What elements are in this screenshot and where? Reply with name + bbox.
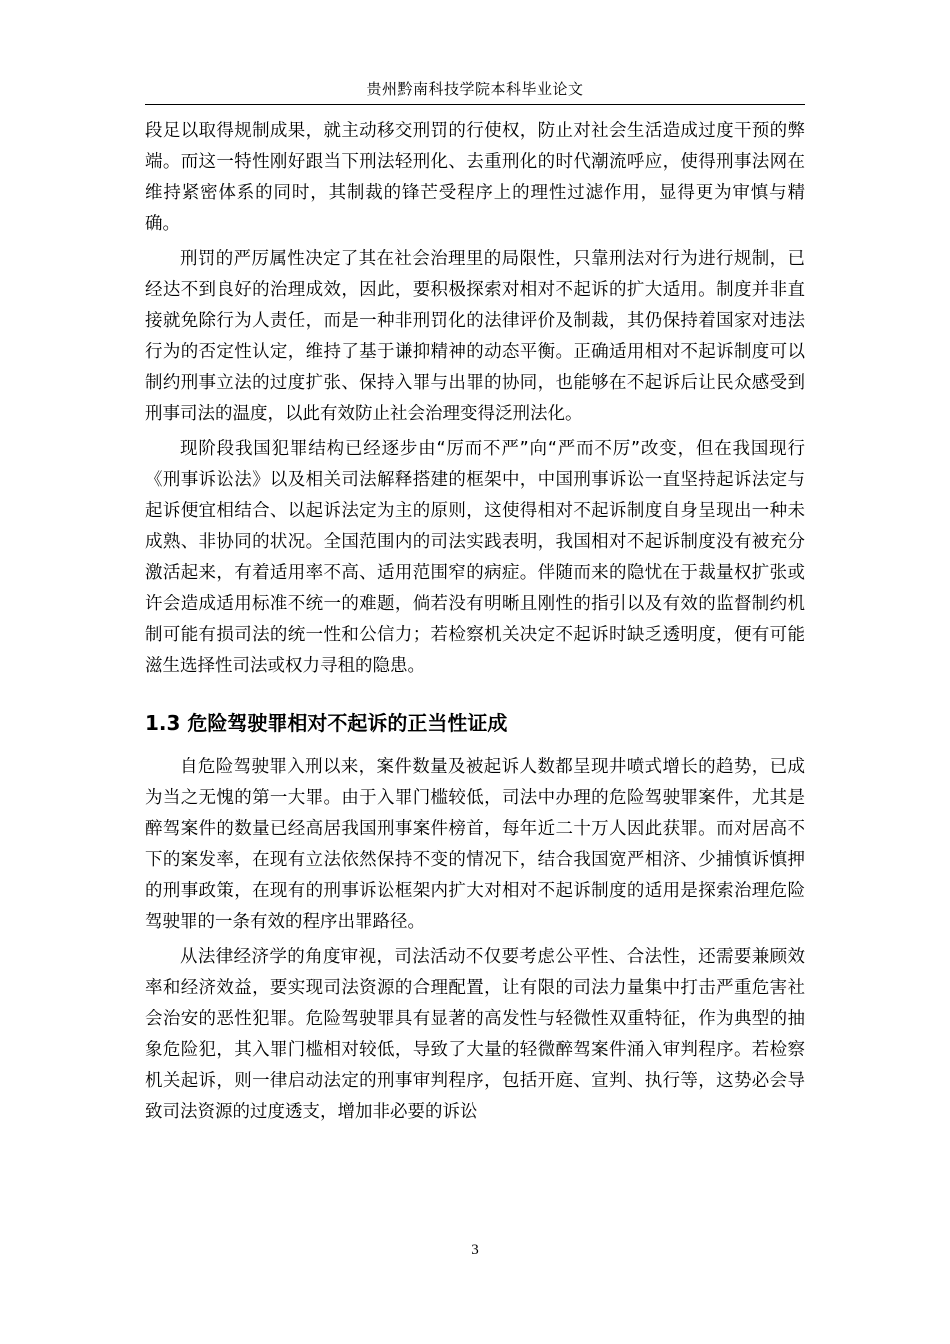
paragraph: 刑罚的严厉属性决定了其在社会治理里的局限性，只靠刑法对行为进行规制，已经达不到良好的治理成效，因此，要积极探索对相对不起诉的扩大适用。制度并非直接就免除行为人责任，而是一种非刑罚化的法律评价及制裁，其仍保持着国家对违法行为的否定性认定，维持了基于谦抑精神的动态平衡。正确适用相对不起诉制度可以制约刑事立法的过度扩张、保持入罪与出罪的协同，也能够在不起诉后让民众感受到刑事司法的温度，以此有效防止社会治理变得泛刑法化。 [145,249,805,424]
paragraph: 现阶段我国犯罪结构已经逐步由“厉而不严”向“严而不厉”改变，但在我国现行《刑事诉讼法》以及相关司法解释搭建的框架中，中国刑事诉讼一直坚持起诉法定与起诉便宜相结合、以起诉法定为主的原则，这使得相对不起诉制度自身呈现出一种未成熟、非协同的状况。全国范围内的司法实践表明，我国相对不起诉制度没有被充分激活起来，有着适用率不高、适用范围窄的病症。伴随而来的隐忧在于裁量权扩张或许会造成适用标准不统一的难题，倘若没有明晰且刚性的指引以及有效的监督制约机制可能有损司法的统一性和公信力；若检察机关决定不起诉时缺乏透明度，便有可能滋生选择性司法或权力寻租的隐患。 [145,439,805,676]
paragraph: 从法律经济学的角度审视，司法活动不仅要考虑公平性、合法性，还需要兼顾效率和经济效益，要实现司法资源的合理配置，让有限的司法力量集中打击严重危害社会治安的恶性犯罪。危险驾驶罪具有显著的高发性与轻微性双重特征，作为典型的抽象危险犯，其入罪门槛相对较低，导致了大量的轻微醉驾案件涌入审判程序。若检察机关起诉，则一律启动法定的刑事审判程序，包括开庭、宣判、执行等，这势必会导致司法资源的过度透支，增加非必要的诉讼 [145,947,805,1122]
page-number: 3 [471,1242,479,1258]
section-heading: 1.3 危险驾驶罪相对不起诉的正当性证成 [145,711,508,735]
paragraph: 自危险驾驶罪入刑以来，案件数量及被起诉人数都呈现井喷式增长的趋势，已成为当之无愧的第一大罪。由于入罪门槛较低，司法中办理的危险驾驶罪案件，尤其是醉驾案件的数量已经高居我国刑事案件榜首，每年近二十万人因此获罪。而对居高不下的案发率，在现有立法依然保持不变的情况下，结合我国宽严相济、少捕慎诉慎押的刑事政策，在现有的刑事诉讼框架内扩大对相对不起诉制度的适用是探索治理危险驾驶罪的一条有效的程序出罪路径。 [145,757,805,932]
body-text [145,116,805,1128]
header-rule [145,104,805,105]
running-header: 贵州黔南科技学院本科毕业论文 [366,80,584,98]
paragraph: 段足以取得规制成果，就主动移交刑罚的行使权，防止对社会生活造成过度干预的弊端。而这一特性刚好跟当下刑法轻刑化、去重刑化的时代潮流呼应，使得刑事法网在维持紧密体系的同时，其制裁的锋芒受程序上的理性过滤作用，显得更为审慎与精确。 [145,121,805,234]
